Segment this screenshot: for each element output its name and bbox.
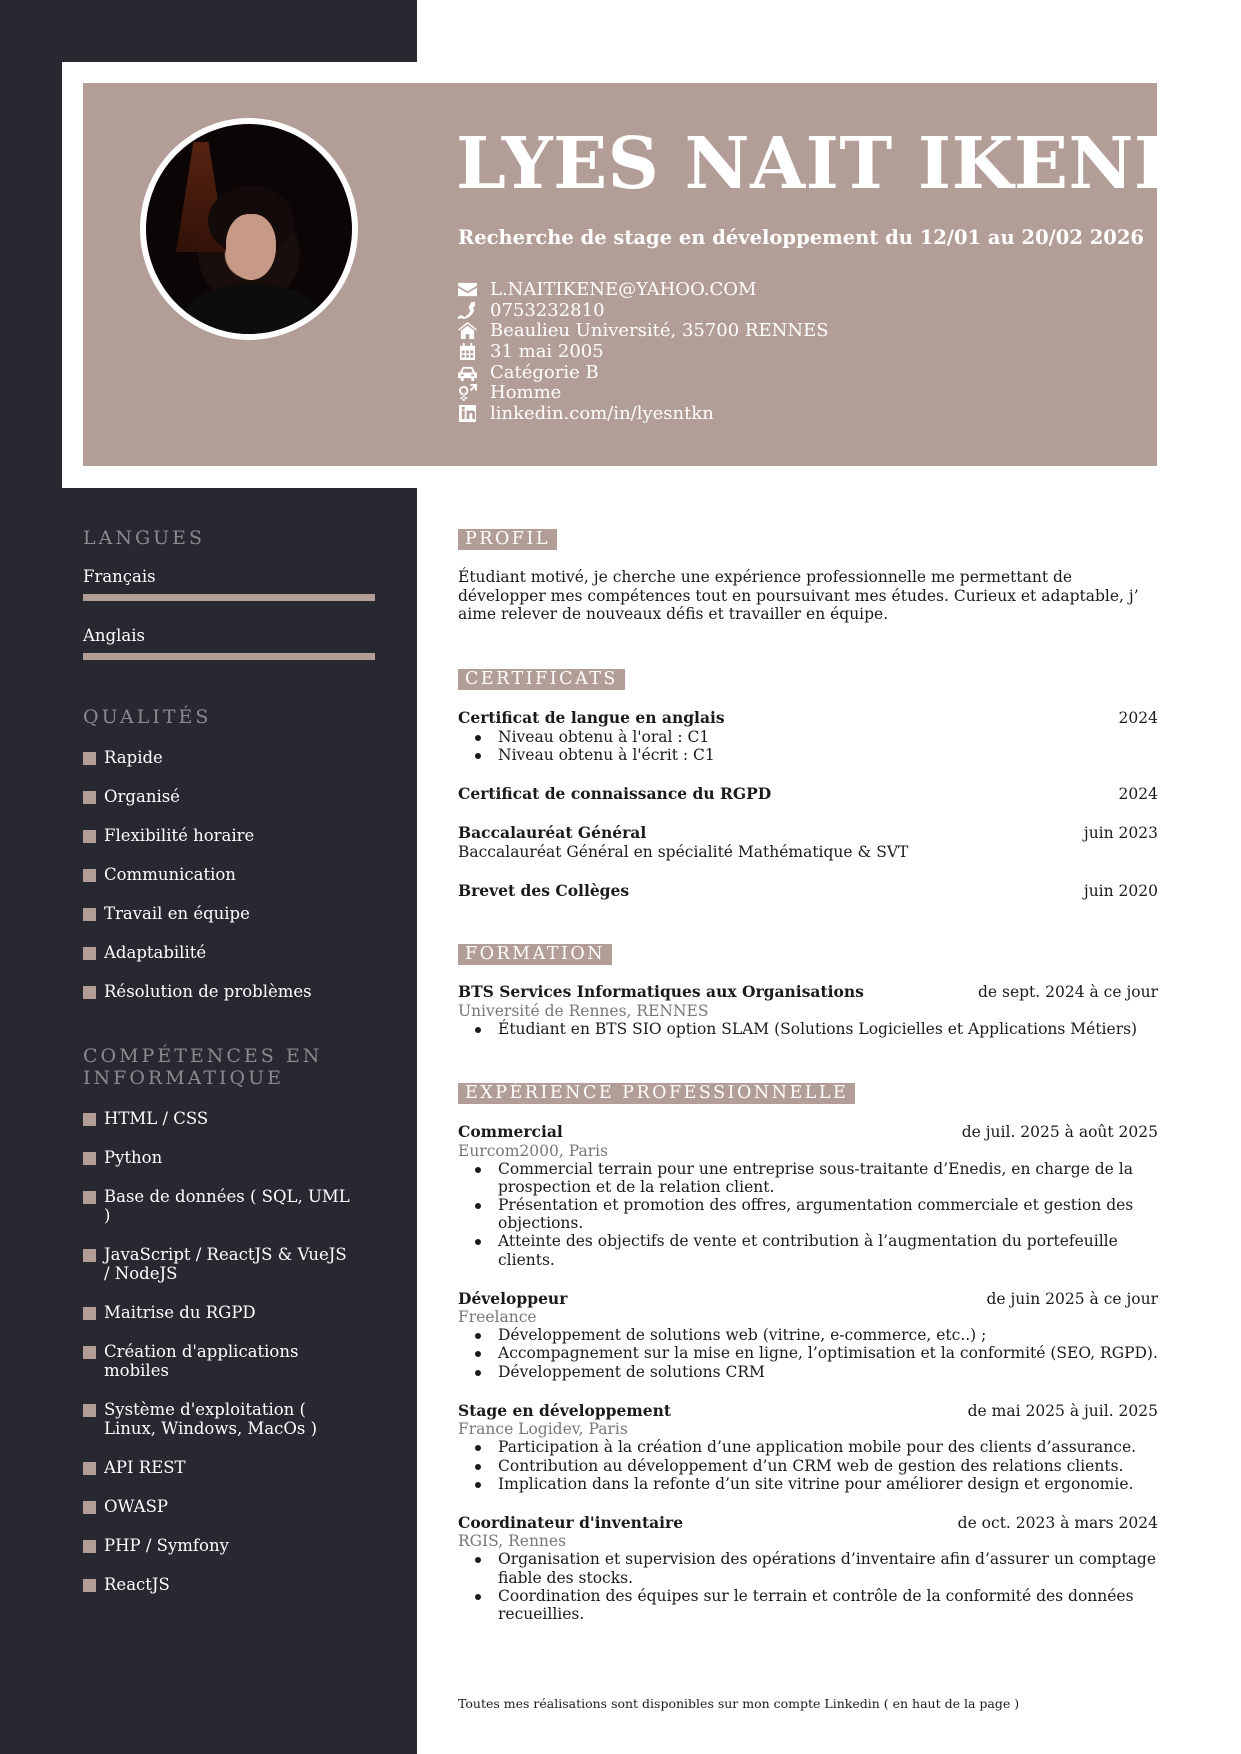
quality-item (83, 982, 383, 1001)
square-bullet-icon (83, 1579, 96, 1592)
education-section (458, 944, 1158, 1038)
skill-label: HTML / CSS (104, 1109, 209, 1128)
bullet-item: Développement de solutions web (vitrine, e-commerce, etc..) ; (474, 1326, 1158, 1344)
square-bullet-icon (83, 791, 96, 804)
gender-icon (458, 384, 490, 401)
job-date: de juil. 2025 à août 2025 (961, 1123, 1158, 1141)
job-company: Freelance (458, 1308, 537, 1327)
languages-heading: LANGUES (83, 527, 206, 549)
skill-item (83, 1458, 353, 1477)
certificate-date: 2024 (1118, 784, 1158, 803)
skill-item (83, 1400, 353, 1438)
contact-license-text: Catégorie B (490, 361, 599, 383)
calendar-icon (458, 343, 490, 360)
bullet-item: Participation à la création d’une application mobile pour des clients d’assurance. (474, 1438, 1158, 1456)
quality-label: Travail en équipe (104, 904, 250, 923)
bullet-item: Étudiant en BTS SIO option SLAM (Solutions Logicielles et Applications Métiers) (474, 1020, 1158, 1038)
skill-item (83, 1109, 353, 1128)
job-date: de mai 2025 à juil. 2025 (967, 1401, 1158, 1420)
contact-list (458, 279, 829, 424)
languages-section (83, 527, 383, 660)
quality-item (83, 787, 383, 806)
square-bullet-icon (83, 1113, 96, 1126)
skill-label: Base de données ( SQL, UML ) (104, 1187, 350, 1225)
job-bullets (458, 1550, 1158, 1623)
certificate-entry (458, 882, 1158, 901)
quality-label: Résolution de problèmes (104, 982, 312, 1001)
job-bullets (458, 1160, 1158, 1269)
certificate-date: 2024 (1118, 709, 1158, 727)
quality-label: Rapide (104, 748, 163, 767)
contact-email[interactable] (458, 279, 829, 300)
certificates-section (458, 669, 1158, 900)
certificate-description: Baccalauréat Général en spécialité Mathématique & SVT (458, 842, 909, 861)
certificate-entry (458, 709, 1158, 764)
square-bullet-icon (83, 986, 96, 999)
certificate-entry (458, 824, 1158, 861)
language-label: Français (83, 567, 156, 586)
profile-text: Étudiant motivé, je cherche une expérience professionnelle me permettant de développer mes compétences tout en poursuivant mes études. Curieux et adaptable, j’ aime relever de nouveaux défis et travailler en équipe. (458, 568, 1139, 623)
square-bullet-icon (83, 908, 96, 921)
certificate-date: juin 2023 (1083, 824, 1158, 843)
quality-label: Organisé (104, 787, 180, 806)
bullet-item: Niveau obtenu à l'oral : C1 (474, 728, 1158, 746)
square-bullet-icon (83, 1191, 96, 1204)
language-item (83, 567, 383, 601)
square-bullet-icon (83, 1346, 96, 1359)
bullet-item: Commercial terrain pour une entreprise sous-traitante d’Enedis, en charge de la prospection et de la relation client. (474, 1160, 1158, 1196)
contact-birthdate-text: 31 mai 2005 (490, 340, 604, 362)
home-icon (458, 322, 490, 339)
experience-entry (458, 1290, 1158, 1381)
bullet-item: Implication dans la refonte d’un site vitrine pour améliorer design et ergonomie. (474, 1475, 1158, 1493)
square-bullet-icon (83, 1249, 96, 1262)
contact-linkedin[interactable] (458, 403, 829, 424)
skill-label: JavaScript / ReactJS & VueJS / NodeJS (104, 1245, 347, 1283)
candidate-tagline: Recherche de stage en développement du 12/01 au 20/02 2026 (458, 226, 1144, 249)
skills-heading-line1: COMPÉTENCES EN (83, 1045, 323, 1067)
job-title: Coordinateur d'inventaire (458, 1512, 684, 1532)
square-bullet-icon (83, 869, 96, 882)
job-title: Stage en développement (458, 1400, 672, 1420)
bullet-item: Contribution au développement d’un CRM web de gestion des relations clients. (474, 1457, 1158, 1475)
skill-item (83, 1303, 353, 1322)
job-bullets (458, 1326, 1158, 1381)
contact-linkedin-text: linkedin.com/in/lyesntkn (490, 402, 714, 424)
skill-label: Système d'exploitation ( Linux, Windows, MacOs ) (104, 1400, 318, 1438)
footer-note: Toutes mes réalisations sont disponibles sur mon compte Linkedin ( en haut de la page ) (458, 1696, 1020, 1711)
education-heading: FORMATION (458, 944, 612, 965)
skill-label: Maitrise du RGPD (104, 1303, 256, 1322)
education-place: Université de Rennes, RENNES (458, 1001, 709, 1020)
skill-item (83, 1497, 353, 1516)
square-bullet-icon (83, 830, 96, 843)
job-title: Développeur (458, 1288, 568, 1308)
bullet-item: Présentation et promotion des offres, argumentation commerciale et gestion des objections. (474, 1196, 1158, 1232)
square-bullet-icon (83, 1404, 96, 1417)
quality-item (83, 865, 383, 884)
quality-item (83, 826, 383, 845)
job-company: Eurcom2000, Paris (458, 1141, 609, 1160)
job-company: France Logidev, Paris (458, 1420, 628, 1439)
bullet-item: Niveau obtenu à l'écrit : C1 (474, 746, 1158, 764)
skills-section (83, 1045, 383, 1594)
profile-heading: PROFIL (458, 529, 557, 550)
square-bullet-icon (83, 1152, 96, 1165)
certificate-title: Brevet des Collèges (458, 880, 630, 900)
quality-item (83, 748, 383, 767)
contact-phone-text: 0753232810 (490, 299, 605, 321)
contact-phone[interactable] (458, 300, 829, 321)
skill-item (83, 1342, 353, 1380)
photo-shirt (182, 284, 322, 340)
experience-entry (458, 1123, 1158, 1269)
language-level-bar (83, 653, 375, 660)
education-bullets (458, 1020, 1158, 1038)
certificate-entry (458, 785, 1158, 804)
bullet-item: Organisation et supervision des opérations d’inventaire afin d’assurer un comptage fiable des stocks. (474, 1550, 1158, 1586)
envelope-icon (458, 281, 490, 298)
quality-label: Adaptabilité (104, 943, 207, 962)
job-title: Commercial (458, 1122, 563, 1141)
bullet-item: Accompagnement sur la mise en ligne, l’optimisation et la conformité (SEO, RGPD). (474, 1344, 1158, 1362)
quality-label: Communication (104, 865, 236, 884)
certificate-title: Certificat de connaissance du RGPD (458, 783, 772, 803)
skill-item (83, 1245, 353, 1283)
square-bullet-icon (83, 1501, 96, 1514)
skills-heading (83, 1045, 383, 1089)
contact-birthdate (458, 341, 829, 362)
bullet-item: Développement de solutions CRM (474, 1363, 1158, 1381)
car-icon (458, 364, 490, 381)
quality-label: Flexibilité horaire (104, 826, 255, 845)
job-company: RGIS, Rennes (458, 1532, 567, 1551)
phone-icon (458, 302, 490, 319)
profile-section (458, 529, 1158, 624)
contact-address-text: Beaulieu Université, 35700 RENNES (490, 320, 829, 342)
certificates-heading: CERTIFICATS (458, 669, 625, 690)
language-label: Anglais (83, 626, 145, 645)
skill-label: ReactJS (104, 1575, 170, 1594)
skills-heading-line2: INFORMATIQUE (83, 1067, 284, 1089)
contact-email-text: L.NAITIKENE@YAHOO.COM (490, 278, 757, 300)
certificate-title: Certificat de langue en anglais (458, 708, 725, 727)
experience-section (458, 1083, 1158, 1623)
experience-heading: EXPÉRIENCE PROFESSIONNELLE (458, 1083, 855, 1104)
profile-photo (140, 118, 358, 340)
square-bullet-icon (83, 752, 96, 765)
skill-label: PHP / Symfony (104, 1536, 229, 1555)
skill-item (83, 1575, 353, 1594)
certificate-title: Baccalauréat Général (458, 823, 647, 843)
language-level-bar (83, 594, 375, 601)
square-bullet-icon (83, 1462, 96, 1475)
skill-label: Création d'applications mobiles (104, 1342, 299, 1380)
qualities-heading: QUALITÉS (83, 706, 212, 728)
square-bullet-icon (83, 1540, 96, 1553)
contact-address (458, 320, 829, 341)
skill-item (83, 1148, 353, 1167)
qualities-section (83, 706, 383, 1001)
education-entry (458, 983, 1158, 1038)
square-bullet-icon (83, 1307, 96, 1320)
education-title: BTS Services Informatiques aux Organisations (458, 982, 864, 1001)
experience-entry (458, 1514, 1158, 1623)
linkedin-icon (458, 405, 490, 422)
contact-gender-text: Homme (490, 382, 562, 404)
contact-gender (458, 382, 829, 403)
skill-item (83, 1536, 353, 1555)
job-date: de oct. 2023 à mars 2024 (957, 1513, 1158, 1532)
quality-item (83, 943, 383, 962)
bullet-item: Atteinte des objectifs de vente et contribution à l’augmentation du portefeuille clients. (474, 1232, 1158, 1268)
square-bullet-icon (83, 947, 96, 960)
skill-label: OWASP (104, 1497, 168, 1516)
candidate-name: LYES NAIT IKENE (456, 121, 1189, 205)
skill-label: Python (104, 1148, 163, 1167)
skill-item (83, 1187, 353, 1225)
quality-item (83, 904, 383, 923)
language-item (83, 626, 383, 660)
certificate-bullets (458, 728, 1158, 764)
skill-label: API REST (104, 1458, 186, 1477)
photo-face (226, 214, 276, 280)
job-date: de juin 2025 à ce jour (986, 1289, 1158, 1308)
contact-license (458, 362, 829, 383)
job-bullets (458, 1438, 1158, 1493)
experience-entry (458, 1402, 1158, 1493)
certificate-date: juin 2020 (1083, 881, 1158, 900)
education-date: de sept. 2024 à ce jour (977, 983, 1158, 1001)
bullet-item: Coordination des équipes sur le terrain et contrôle de la conformité des données recueillies. (474, 1587, 1158, 1623)
